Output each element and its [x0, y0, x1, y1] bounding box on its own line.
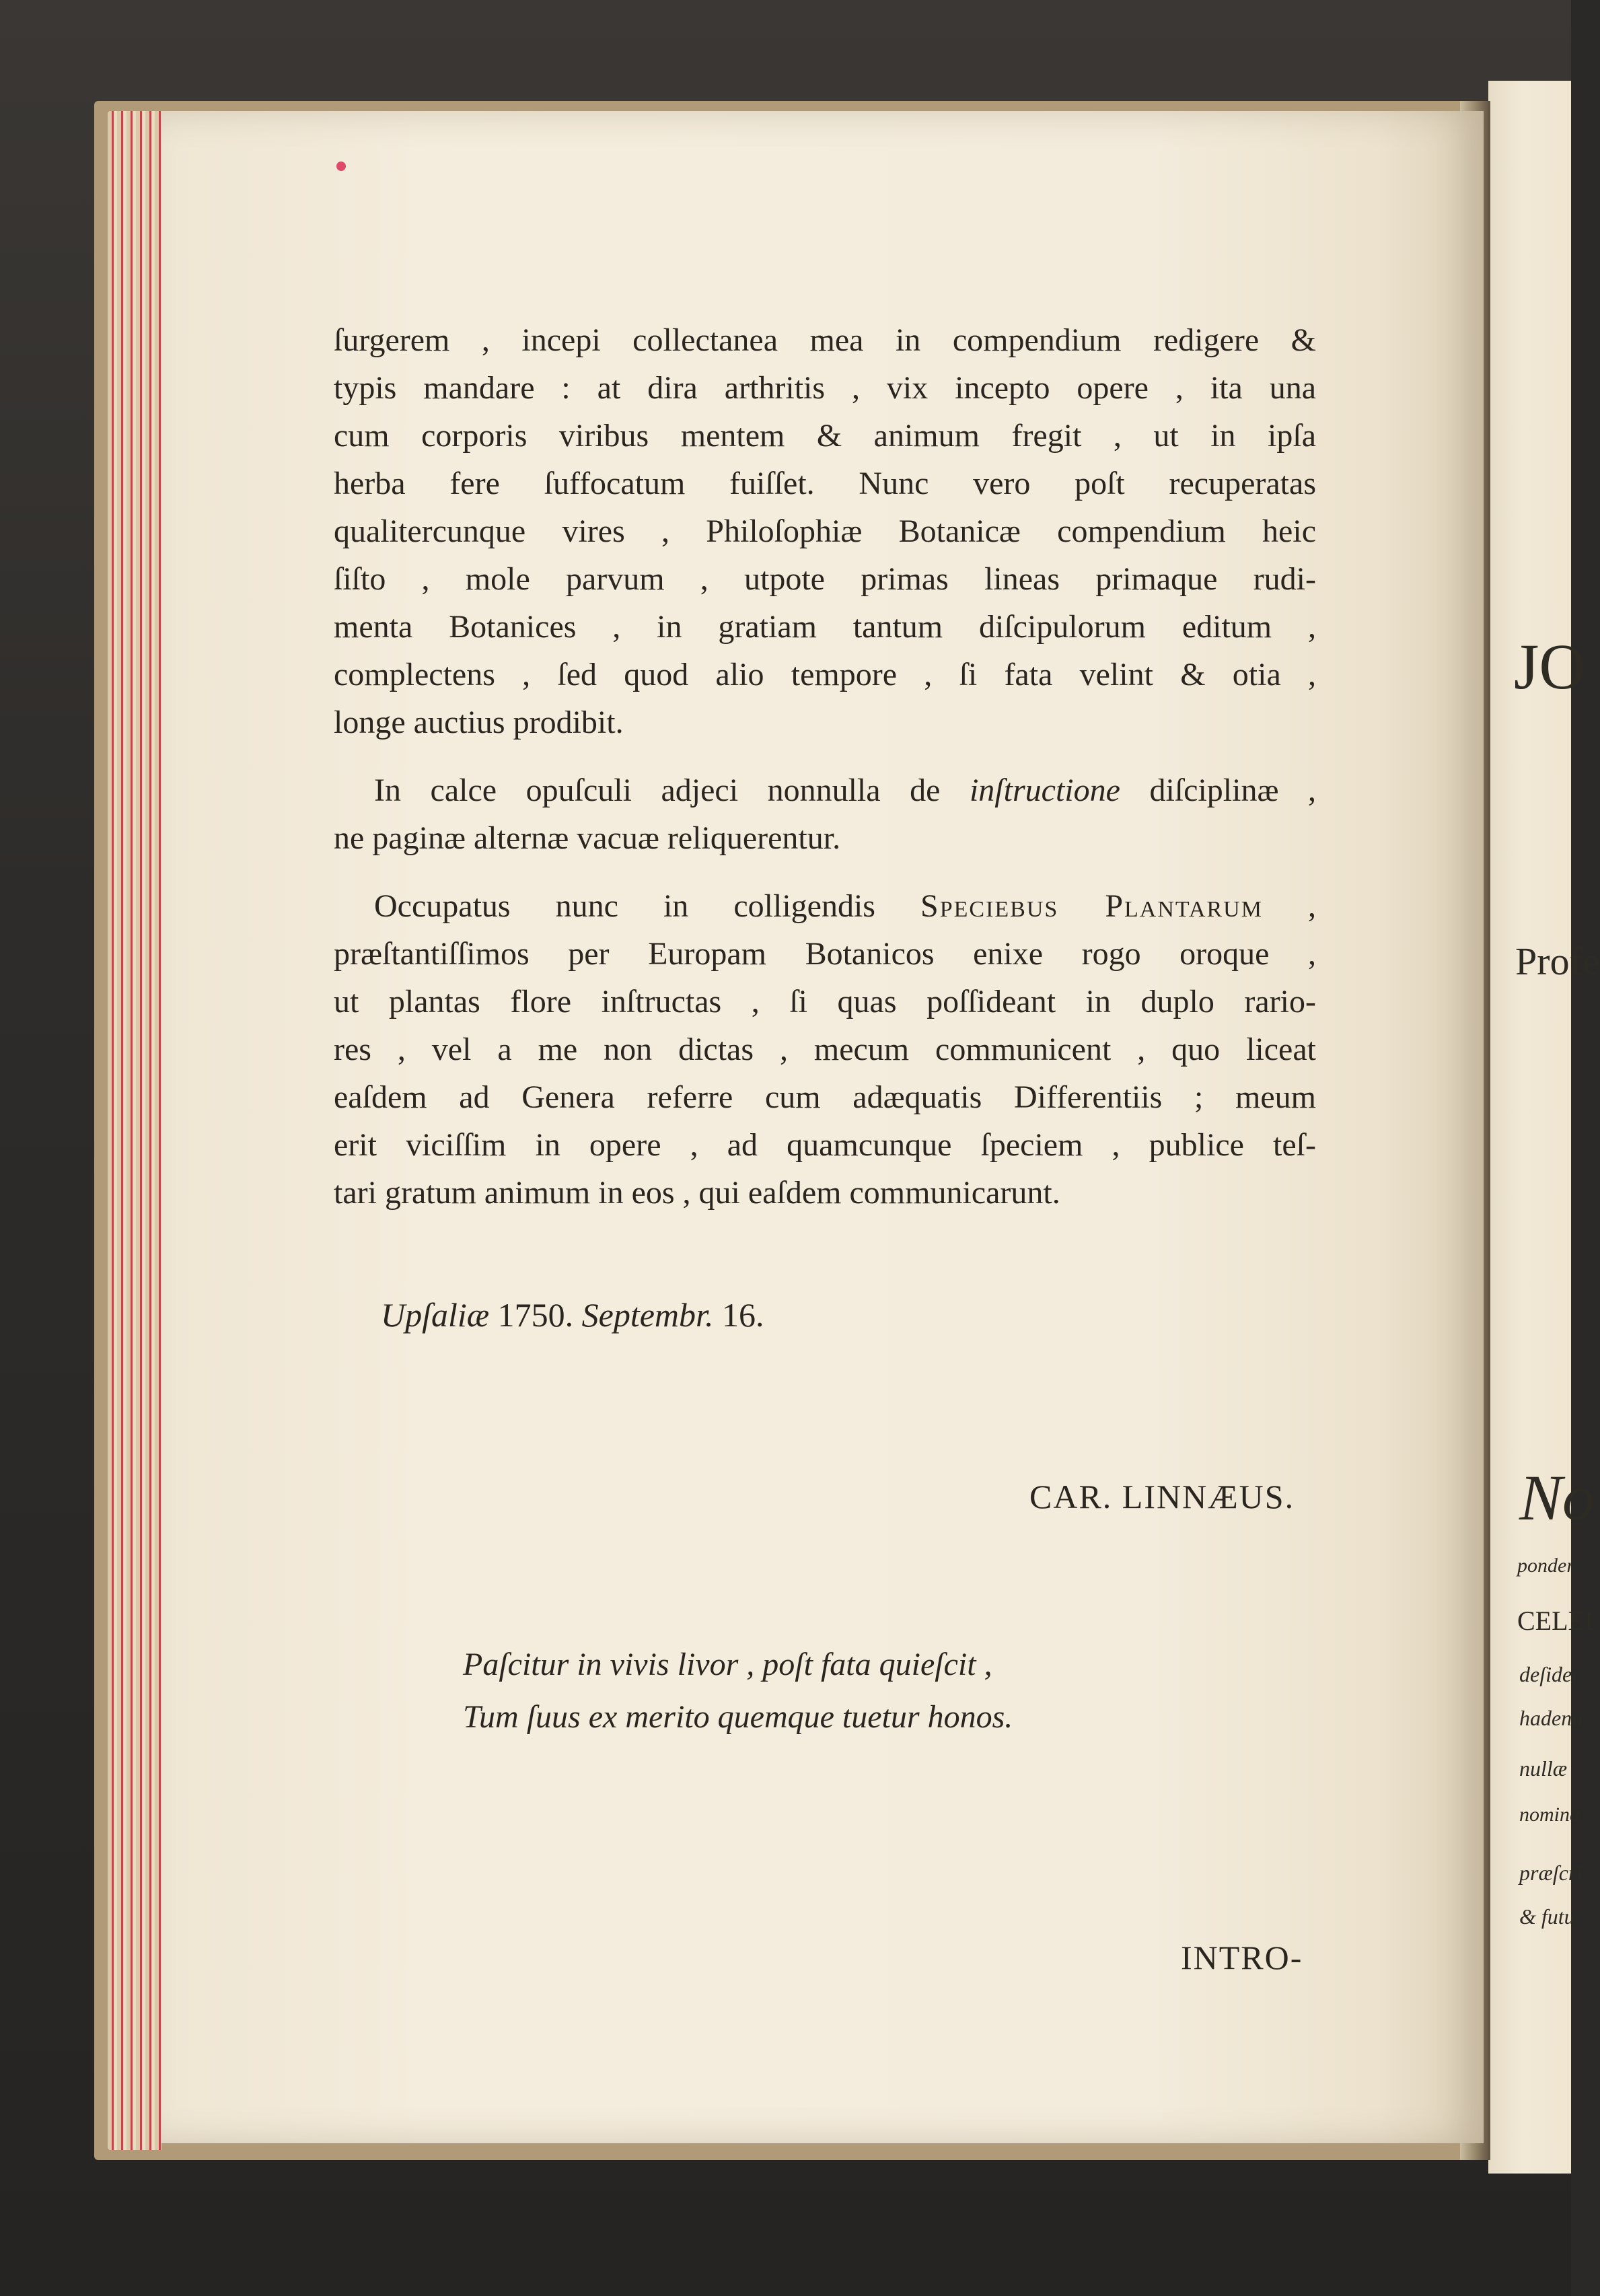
- date-line: [381, 1295, 764, 1334]
- text-line: complectens , ſed quod alio tempore , ſi fata velint & otia ,: [334, 657, 1316, 692]
- catchword: INTRO-: [1181, 1939, 1303, 1976]
- facing-page-celei-fragment: CELEI: [1517, 1606, 1594, 1636]
- text-line: erit viciſſim in opere , ad quamcunque ſpeciem , publice teſ-: [334, 1127, 1316, 1163]
- verse-line: Tum ſuus ex merito quemque tuetur honos.: [463, 1699, 1013, 1735]
- text-line: typis mandare : at dira arthritis , vix incepto opere , ita una: [334, 370, 1316, 406]
- text-line: res , vel a me non dictas , mecum communicent , quo liceat: [334, 1032, 1316, 1067]
- author-signature: CAR. LINNÆUS.: [1029, 1478, 1295, 1515]
- date-place: Upſaliæ: [381, 1296, 490, 1334]
- text-line: tari gratum animum in eos , qui eaſdem communicarunt.: [334, 1175, 1060, 1211]
- text-line: menta Botanices , in gratiam tantum diſcipulorum editum ,: [334, 609, 1316, 645]
- text-line: præſtantiſſimos per Europam Botanicos enixe rogo oroque ,: [334, 936, 1316, 972]
- italic-word: inſtructione: [969, 773, 1120, 808]
- text-run: ,: [1308, 888, 1317, 924]
- facing-page-nulla-fragment: nullæ: [1519, 1756, 1568, 1781]
- facing-page-heading-fragment: JO: [1514, 631, 1586, 703]
- main-text-block: [334, 316, 1316, 1217]
- facing-page: [1488, 81, 1600, 2174]
- paragraph3-first-line: [334, 882, 1316, 930]
- text-line: ſiſto , mole parvum , utpote primas lineas primaque rudi-: [334, 561, 1316, 597]
- red-page-edges: [108, 111, 161, 2150]
- verse-couplet: [463, 1639, 1013, 1744]
- date-day: 16.: [721, 1296, 764, 1334]
- text-line: longe auctius prodibit.: [334, 705, 624, 740]
- text-run: In calce opuſculi adjeci nonnulla de: [374, 773, 941, 808]
- facing-page-ponder-fragment: ponder: [1517, 1554, 1574, 1577]
- verse-line: Paſcitur in vivis livor , poſt fata quieſcit ,: [463, 1647, 992, 1682]
- text-line: ne paginæ alternæ vacuæ reliquerentur.: [334, 820, 841, 856]
- text-line: cum corporis viribus mentem & animum fregit , ut in ipſa: [334, 418, 1316, 454]
- text-line: ut plantas flore inſtructas , ſi quas poſſideant in duplo rario-: [334, 984, 1316, 1019]
- facing-page-profe-fragment: Profe: [1515, 939, 1600, 983]
- date-year: 1750.: [497, 1296, 574, 1334]
- text-run: Occupatus nunc in colligendis: [374, 888, 875, 924]
- facing-page-no-fragment: No: [1519, 1462, 1595, 1534]
- text-line: herba fere ſuffocatum fuiſſet. Nunc vero poſt recuperatas: [334, 466, 1316, 501]
- red-ink-mark: [336, 162, 346, 171]
- facing-page-haden-fragment: hadenu: [1519, 1706, 1583, 1730]
- text-line: eaſdem ad Genera referre cum adæquatis Differentiis ; meum: [334, 1079, 1316, 1115]
- smallcaps-title: Speciebus Plantarum: [920, 888, 1263, 924]
- text-run: diſciplinæ ,: [1149, 773, 1317, 808]
- facing-page-nomina-fragment: nomina: [1519, 1803, 1580, 1826]
- facing-page-futu-fragment: & futu: [1519, 1904, 1575, 1929]
- facing-page-desider-fragment: deſider: [1519, 1662, 1580, 1686]
- date-month: Septembr.: [581, 1296, 714, 1334]
- paragraph2-first-line: [334, 766, 1316, 814]
- text-line: ſurgerem , incepi collectanea mea in compendium redigere &: [334, 322, 1316, 358]
- text-line: qualitercunque vires , Philoſophiæ Botanicæ compendium heic: [334, 513, 1316, 549]
- facing-page-praescri-fragment: præſcri: [1519, 1861, 1583, 1885]
